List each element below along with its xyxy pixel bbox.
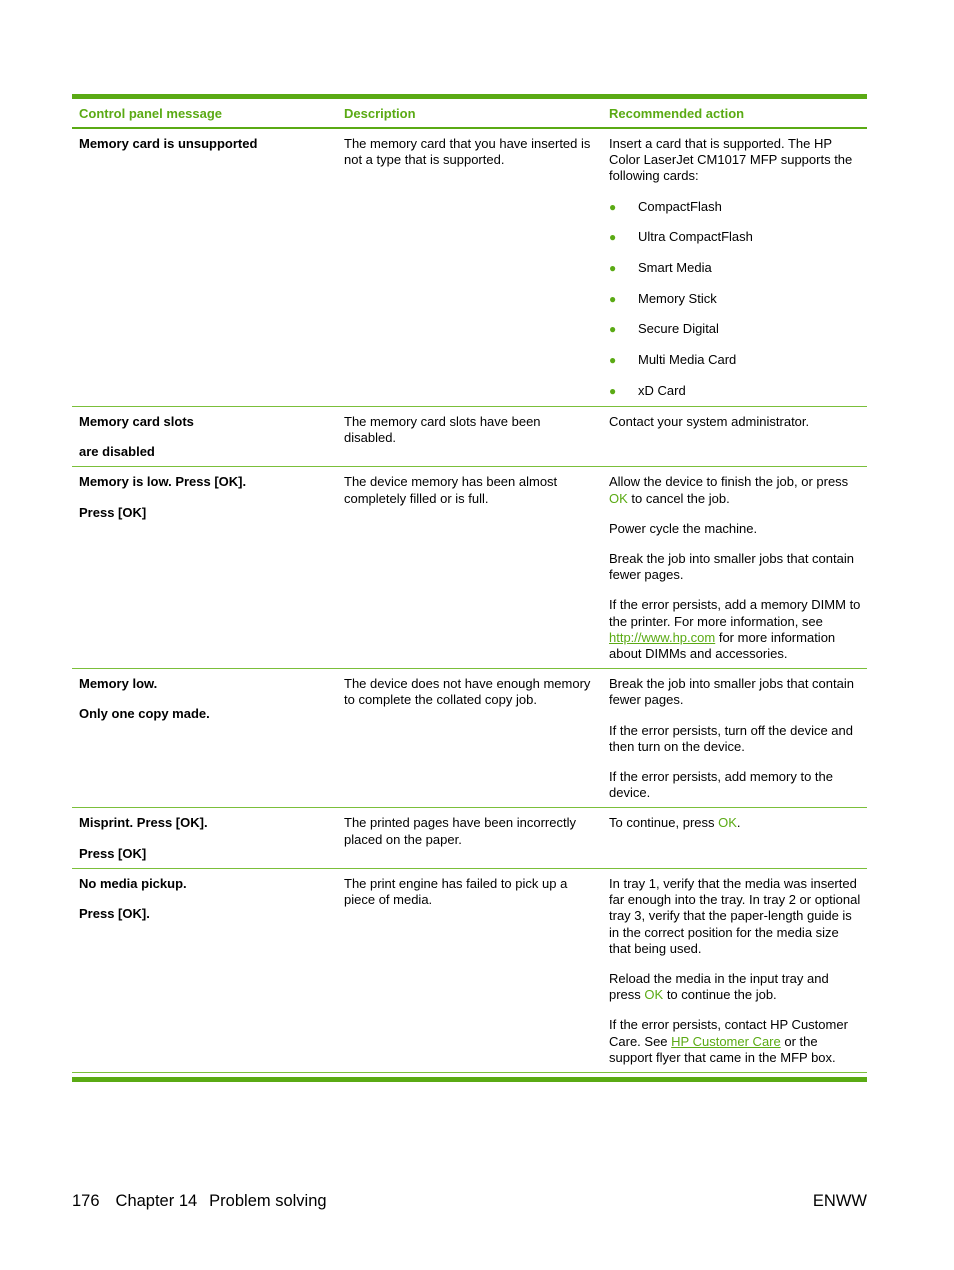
description-cell bbox=[337, 136, 602, 399]
action-text-part: Reload the media in the input tray and press bbox=[609, 970, 829, 1003]
description-cell bbox=[337, 876, 602, 1066]
table-row bbox=[72, 129, 867, 407]
table-header bbox=[72, 99, 867, 129]
description-text: The device does not have enough memory to complete the collated copy job. bbox=[344, 676, 591, 708]
message-cell bbox=[72, 136, 337, 399]
table-bottom-rule bbox=[72, 1077, 867, 1082]
message-cell bbox=[72, 815, 337, 861]
bullet-icon: ● bbox=[609, 353, 617, 368]
header-description: Description bbox=[344, 105, 416, 121]
bullet-icon: ● bbox=[609, 383, 617, 398]
page-number: 176 bbox=[72, 1192, 100, 1210]
list-item bbox=[609, 383, 861, 399]
list-item bbox=[609, 229, 861, 245]
list-item bbox=[609, 352, 861, 368]
action-cell bbox=[602, 876, 867, 1066]
table-row bbox=[72, 407, 867, 467]
action-text: Break the job into smaller jobs that contain fewer pages. bbox=[609, 676, 854, 708]
action-text: In tray 1, verify that the media was inserted far enough into the tray. In tray 2 or optional tray 3, verify that the paper-length guide is in the correct position for the media size that being used. bbox=[609, 875, 861, 956]
message-text: Memory card is unsupported bbox=[79, 136, 258, 151]
action-text: Break the job into smaller jobs that contain fewer pages. bbox=[609, 551, 854, 583]
bullet-text: Smart Media bbox=[638, 260, 712, 276]
section-title: Problem solving bbox=[209, 1192, 327, 1210]
action-cell bbox=[602, 136, 867, 399]
hp-customer-care-link[interactable]: HP Customer Care bbox=[671, 1033, 781, 1049]
description-cell bbox=[337, 815, 602, 861]
ok-key-label: OK bbox=[718, 815, 737, 831]
action-cell bbox=[602, 474, 867, 662]
header-control-panel-message: Control panel message bbox=[79, 105, 223, 121]
bullet-icon: ● bbox=[609, 230, 617, 245]
bullet-text: Secure Digital bbox=[638, 321, 719, 337]
action-text: Insert a card that is supported. The HP Color LaserJet CM1017 MFP supports the following cards: bbox=[609, 136, 853, 184]
description-text: The memory card that you have inserted is not a type that is supported. bbox=[344, 136, 591, 168]
action-text bbox=[609, 815, 861, 831]
action-text bbox=[609, 971, 861, 1003]
action-text: Contact your system administrator. bbox=[609, 414, 810, 430]
message-cell bbox=[72, 876, 337, 1066]
bullet-text: Multi Media Card bbox=[638, 352, 737, 368]
message-text: Press [OK] bbox=[79, 504, 147, 520]
table-row bbox=[72, 869, 867, 1073]
table-row bbox=[72, 467, 867, 669]
bullet-icon: ● bbox=[609, 261, 617, 276]
action-text bbox=[609, 1017, 861, 1066]
description-text: The printed pages have been incorrectly placed on the paper. bbox=[344, 815, 576, 847]
action-text-part: to cancel the job. bbox=[627, 490, 730, 506]
description-cell bbox=[337, 676, 602, 801]
hp-website-link[interactable]: http://www.hp.com bbox=[609, 629, 716, 645]
action-text: Power cycle the machine. bbox=[609, 520, 758, 536]
bullet-icon: ● bbox=[609, 291, 617, 306]
action-text bbox=[609, 597, 861, 662]
bullet-icon: ● bbox=[609, 322, 617, 337]
message-text: No media pickup. bbox=[79, 875, 187, 891]
description-text: The memory card slots have been disabled. bbox=[344, 414, 541, 446]
message-cell bbox=[72, 474, 337, 662]
list-item bbox=[609, 260, 861, 276]
action-cell bbox=[602, 414, 867, 460]
message-text: Memory card slots bbox=[79, 414, 194, 430]
action-text-part: . bbox=[736, 815, 741, 831]
description-text: The device memory has been almost completely filled or is full. bbox=[344, 474, 558, 506]
table-row bbox=[72, 669, 867, 808]
ok-key-label: OK bbox=[609, 490, 628, 506]
action-text bbox=[609, 474, 861, 506]
bullet-text: xD Card bbox=[638, 382, 686, 398]
message-text: Press [OK] bbox=[79, 845, 147, 861]
bullet-text: CompactFlash bbox=[638, 198, 722, 214]
list-item bbox=[609, 291, 861, 307]
page-footer bbox=[72, 1192, 867, 1211]
description-text: The print engine has failed to pick up a piece of media. bbox=[344, 875, 568, 908]
action-text-part: If the error persists, contact HP Customer Care. See bbox=[609, 1017, 848, 1049]
action-text: If the error persists, turn off the device and then turn on the device. bbox=[609, 722, 853, 754]
action-text-part: to continue the job. bbox=[663, 987, 777, 1003]
bullet-icon: ● bbox=[609, 199, 617, 214]
list-item bbox=[609, 321, 861, 337]
message-text: are disabled bbox=[79, 444, 155, 460]
message-text: Press [OK]. bbox=[79, 906, 150, 922]
message-text: Memory is low. Press [OK]. bbox=[79, 474, 247, 490]
header-recommended-action: Recommended action bbox=[609, 105, 745, 121]
action-text-part: To continue, press bbox=[609, 815, 719, 831]
message-text: Misprint. Press [OK]. bbox=[79, 815, 208, 831]
action-cell bbox=[602, 815, 867, 861]
action-text: If the error persists, add memory to the device. bbox=[609, 769, 833, 801]
table-row bbox=[72, 808, 867, 868]
bullet-text: Ultra CompactFlash bbox=[638, 229, 753, 245]
description-cell bbox=[337, 414, 602, 460]
message-text: Memory low. bbox=[79, 676, 158, 692]
message-cell bbox=[72, 676, 337, 801]
action-text-part: Allow the device to finish the job, or press bbox=[609, 474, 849, 490]
description-cell bbox=[337, 474, 602, 662]
locale-code: ENWW bbox=[812, 1192, 867, 1210]
bullet-text: Memory Stick bbox=[638, 290, 717, 306]
message-cell bbox=[72, 414, 337, 460]
ok-key-label: OK bbox=[644, 987, 664, 1003]
footer-left bbox=[72, 1192, 343, 1211]
error-message-table bbox=[72, 94, 867, 1082]
action-text-part: If the error persists, add a memory DIMM to the printer. For more information, see bbox=[609, 597, 861, 629]
chapter-label: Chapter 14 bbox=[115, 1192, 198, 1210]
action-text-part: for more information about DIMMs and accessories. bbox=[609, 629, 836, 662]
message-text: Only one copy made. bbox=[79, 706, 210, 722]
action-text-part: or the support flyer that came in the MFP box. bbox=[609, 1033, 836, 1065]
action-cell bbox=[602, 676, 867, 801]
list-item bbox=[609, 199, 861, 215]
